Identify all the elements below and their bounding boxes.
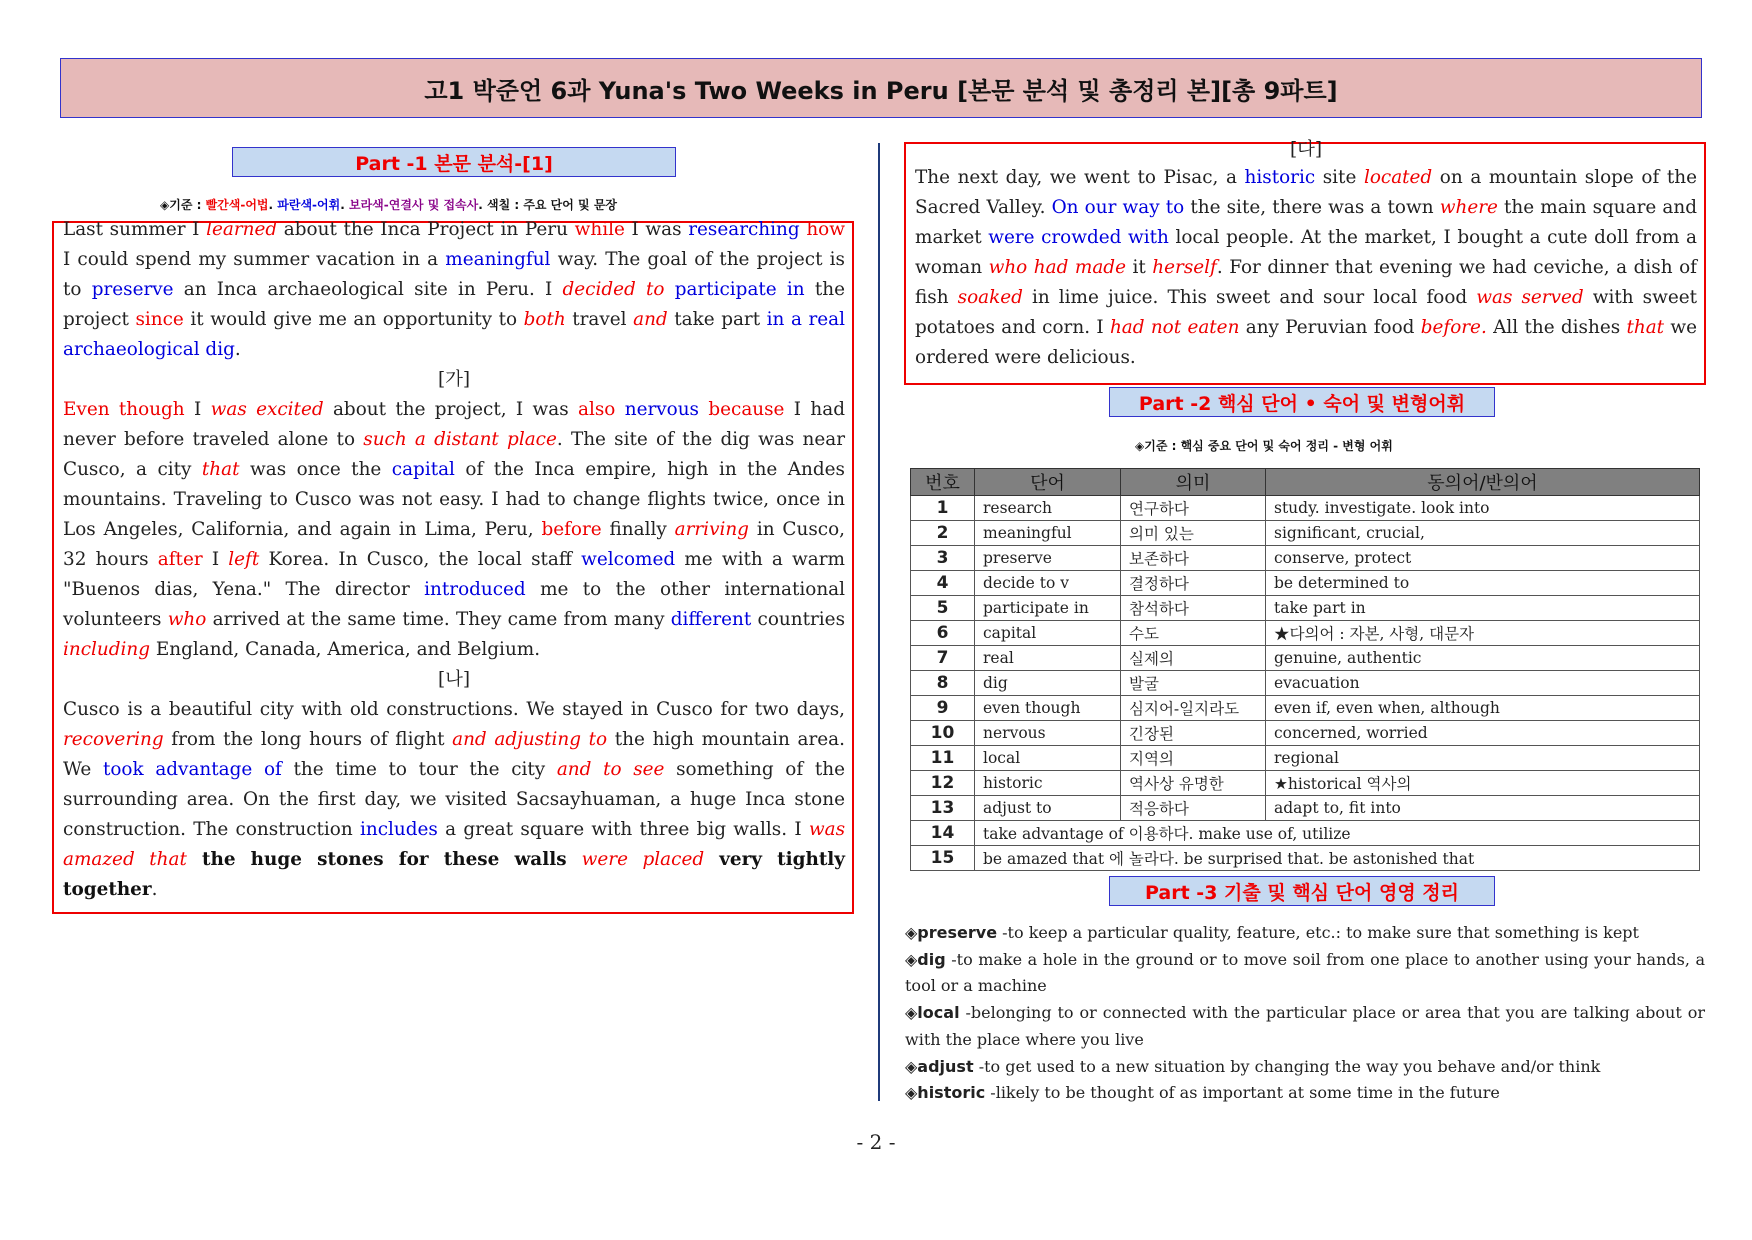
table-row: 15 be amazed that 에 놀라다. be surprised that. be astonished that xyxy=(911,846,1700,871)
part1-criteria xyxy=(160,196,617,213)
table-row: 7 real 실제의 genuine, authentic xyxy=(911,646,1700,671)
table-row: 4 decide to v 결정하다 be determined to xyxy=(911,571,1700,596)
table-row: 10 nervous 긴장된 concerned, worried xyxy=(911,721,1700,746)
criteria-connective: 보라색-연결사 및 접속사 xyxy=(348,198,479,212)
part1-heading: Part -1 본문 분석-[1] xyxy=(232,147,676,177)
table-row: 5 participate in 참석하다 take part in xyxy=(911,596,1700,621)
table-row: 2 meaningful 의미 있는 significant, crucial, xyxy=(911,521,1700,546)
paragraph-da: The next day, we went to Pisac, a historic site located on a mountain slope of the Sacred Valley. On our way to the site, there was a town where the main square and market were crowded with local people. At the market, I bought a cute doll from a woman who had made it herself. For dinner that evening we had ceviche, a dish of fish soaked in lime juice. This sweet and sour local food was served with sweet potatoes and corn. I had not eaten any Peruvian food before. All the dishes that we ordered were delicious. xyxy=(915,167,1698,368)
col-number: 번호 xyxy=(911,469,975,496)
table-row: 3 preserve 보존하다 conserve, protect xyxy=(911,546,1700,571)
criteria-grammar: 빨간색-어법 xyxy=(205,198,269,212)
vocab-table xyxy=(910,468,1700,871)
passage-left xyxy=(63,215,845,905)
list-item: ◈preserve -to keep a particular quality, feature, etc.: to make sure that something is kept xyxy=(905,923,1639,942)
section-marker-na: [나] xyxy=(437,669,471,690)
paragraph-ga: Even though I was excited about the project, I was also nervous because I had never before traveled alone to such a distant place. The site of the dig was near Cusco, a city that was once the capital of the Inca empire, high in the Andes mountains. Traveling to Cusco was not easy. I had to change flights twice, once in Los Angeles, California, and again in Lima, Peru, before finally arriving in Cusco, 32 hours after I left Korea. In Cusco, the local staff welcomed me with a warm "Buenos dias, Yena." The director introduced me to the other international volunteers who arrived at the same time. They came from many different countries including England, Canada, America, and Belgium. xyxy=(63,399,846,660)
table-row: 8 dig 발굴 evacuation xyxy=(911,671,1700,696)
vocab-header-row xyxy=(911,469,1700,496)
table-row: 13 adjust to 적응하다 adapt to, fit into xyxy=(911,796,1700,821)
col-word: 단어 xyxy=(975,469,1121,496)
col-meaning: 의미 xyxy=(1121,469,1266,496)
section-marker-ga: [가] xyxy=(437,369,471,390)
part3-heading: Part -3 기출 및 핵심 단어 영영 정리 xyxy=(1109,876,1495,906)
list-item: ◈local -belonging to or connected with the particular place or area that you are talking about or with the place where you live xyxy=(905,1003,1705,1049)
criteria-sep: . xyxy=(268,198,278,212)
page-number: - 2 - xyxy=(856,1130,896,1154)
table-row: 9 even though 심지어-일지라도 even if, even when, although xyxy=(911,696,1700,721)
table-row: 12 historic 역사상 유명한 ★historical 역사의 xyxy=(911,771,1700,796)
criteria-sep: . xyxy=(340,198,349,212)
passage-right xyxy=(915,137,1697,373)
paragraph-intro: Last summer I learned about the Inca Project in Peru while I was researching how I could spend my summer vacation in a meaningful way. The goal of the project is to preserve an Inca archaeological site in Peru. I decided to participate in the project since it would give me an opportunity to both travel and take part in a real archaeological dig. xyxy=(63,219,845,360)
column-divider xyxy=(878,143,880,1101)
list-item: ◈historic -likely to be thought of as important at some time in the future xyxy=(905,1083,1500,1103)
criteria-vocab: 파란색-어휘 xyxy=(277,198,341,212)
page-title: 고1 박준언 6과 Yuna's Two Weeks in Peru [본문 분석 및 총정리 본][총 9파트] xyxy=(60,58,1702,118)
paragraph-na: Cusco is a beautiful city with old constructions. We stayed in Cusco for two days, recovering from the long hours of flight and adjusting to the high mountain area. We took advantage of the time to tour the city and to see something of the surrounding area. On the first day, we visited Sacsayhuaman, a huge Inca stone construction. The construction includes a great square with three big walls. I was amazed that the huge stones for these walls were placed very tightly together. xyxy=(63,699,846,900)
table-row: 1 research 연구하다 study. investigate. look into xyxy=(911,496,1700,521)
list-item: ◈dig -to make a hole in the ground or to move soil from one place to another using your hands, a tool or a machine xyxy=(905,949,1705,996)
criteria-suffix: . 색칠 : 주요 단어 및 문장 xyxy=(478,198,618,212)
table-row: 6 capital 수도 ★다의어 : 자본, 사형, 대문자 xyxy=(911,621,1700,646)
part2-heading: Part -2 핵심 단어 • 숙어 및 변형어휘 xyxy=(1109,387,1495,417)
definitions-list xyxy=(905,920,1705,1107)
part2-criteria: ◈기준 : 핵심 중요 단어 및 숙어 정리 - 변형 어휘 xyxy=(1135,439,1393,453)
criteria-prefix: ◈기준 : xyxy=(160,198,206,212)
col-synonym: 동의어/반의어 xyxy=(1266,469,1700,496)
section-marker-da: [다] xyxy=(1289,139,1323,160)
table-row: 14 take advantage of 이용하다. make use of, utilize xyxy=(911,821,1700,846)
table-row: 11 local 지역의 regional xyxy=(911,746,1700,771)
list-item: ◈adjust -to get used to a new situation by changing the way you behave and/or think xyxy=(905,1056,1601,1076)
